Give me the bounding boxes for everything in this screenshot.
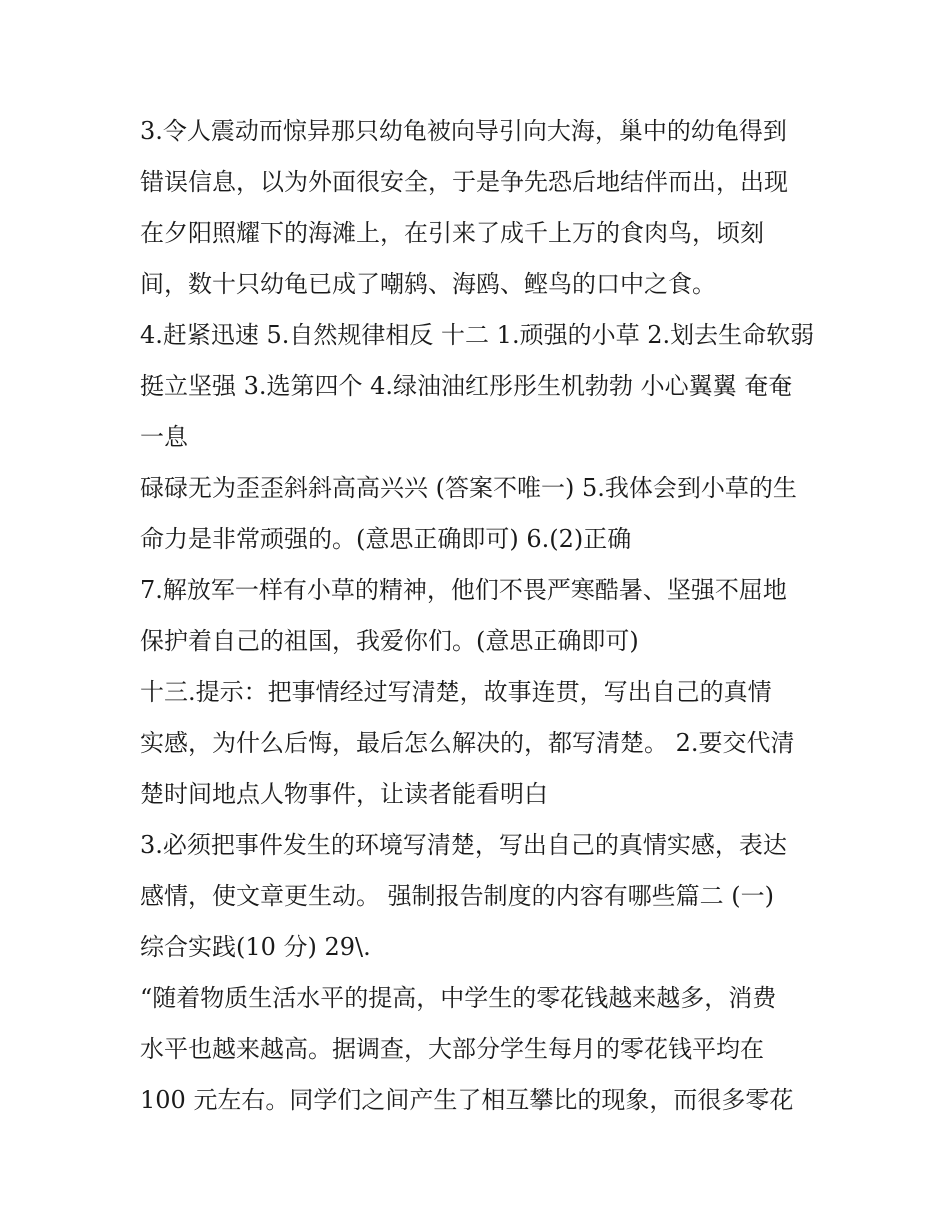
text-line: 水平也越来越高。据调查，大部分学生每月的零花钱平均在 [140, 1035, 764, 1063]
text-line: 楚时间地点人物事件，让读者能看明白 [140, 780, 548, 808]
text-line: 错误信息，以为外面很安全，于是争先恐后地结伴而出，出现 [140, 168, 788, 196]
text-line: 间，数十只幼龟已成了嘲鸫、海鸥、鲣鸟的口中之食。 [140, 270, 716, 298]
text-line: 综合实践(10 分) 29\. [140, 933, 371, 961]
text-line: 感情，使文章更生动。 强制报告制度的内容有哪些篇二 (一) [140, 882, 774, 910]
text-line: “随着物质生活水平的提高，中学生的零花钱越来越多，消费 [140, 984, 777, 1012]
text-line: 保护着自己的祖国，我爱你们。(意思正确即可) [140, 627, 639, 655]
text-line: 在夕阳照耀下的海滩上，在引来了成千上万的食肉鸟，顷刻 [140, 219, 764, 247]
text-line: 3.令人震动而惊异那只幼龟被向导引向大海，巢中的幼龟得到 [140, 117, 787, 145]
text-line: 碌碌无为歪歪斜斜高高兴兴 (答案不唯一) 5.我体会到小草的生 [140, 474, 797, 502]
text-line: 7.解放军一样有小草的精神，他们不畏严寒酷暑、坚强不屈地 [140, 576, 787, 604]
text-line: 命力是非常顽强的。(意思正确即可) 6.(2)正确 [140, 525, 632, 553]
text-line: 挺立坚强 3.选第四个 4.绿油油红彤彤生机勃勃 小心翼翼 奄奄 [140, 372, 793, 400]
text-line: 4.赶紧迅速 5.自然规律相反 十二 1.顽强的小草 2.划去生命软弱 [140, 321, 815, 349]
text-line: 一息 [140, 423, 188, 451]
text-line: 十三.提示：把事情经过写清楚，故事连贯，写出自己的真情 [140, 678, 772, 706]
text-line: 3.必须把事件发生的环境写清楚，写出自己的真情实感，表达 [140, 831, 787, 859]
text-line: 100 元左右。同学们之间产生了相互攀比的现象，而很多零花 [140, 1086, 794, 1114]
document-text [140, 106, 830, 1126]
text-line: 实感，为什么后悔，最后怎么解决的，都写清楚。 2.要交代清 [140, 729, 795, 757]
